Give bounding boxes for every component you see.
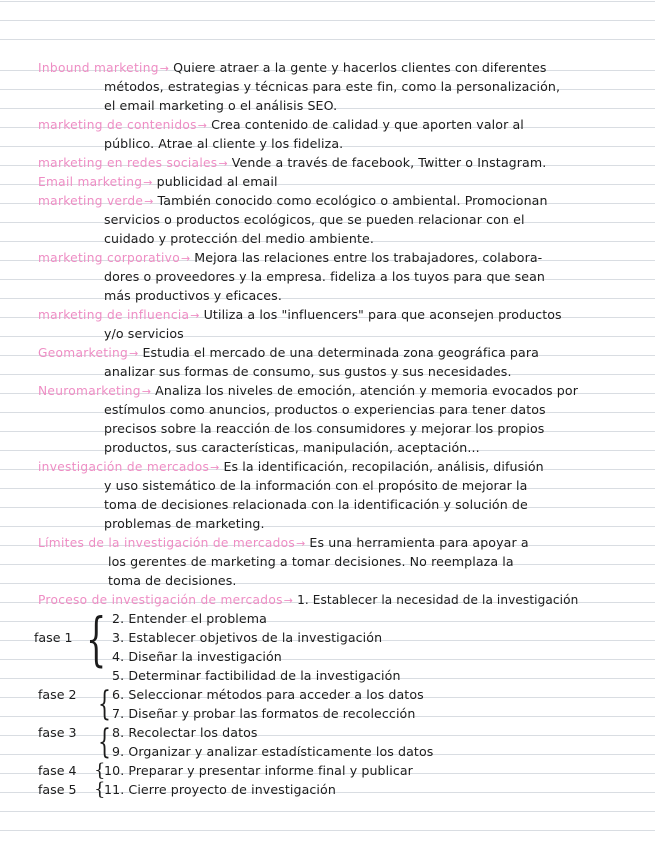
curly-brace-icon: { xyxy=(94,760,106,781)
arrow-icon: → xyxy=(143,176,153,189)
definition-line: y/o servicios xyxy=(104,326,184,341)
entry-line: Neuromarketing→ Analiza los niveles de emoción, atención y memoria evocados por xyxy=(38,383,578,398)
arrow-icon: → xyxy=(283,594,294,607)
definition-line: precisos sobre la reacción de los consumidores y mejorar los propios xyxy=(104,421,545,436)
process-step: 9. Organizar y analizar estadísticamente los datos xyxy=(112,744,434,759)
term-email-marketing: Email marketing xyxy=(38,175,143,189)
definition-line: servicios o productos ecológicos, que se pueden relacionar con el xyxy=(104,212,525,227)
term-marketing-corporativo: marketing corporativo xyxy=(38,251,180,265)
definition-line: y uso sistemático de la información con el propósito de mejorar la xyxy=(104,478,528,493)
process-step: 10. Preparar y presentar informe final y publicar xyxy=(104,763,413,778)
arrow-icon: → xyxy=(218,157,228,170)
entry-line: Proceso de investigación de mercados→ 1. Establecer la necesidad de la investigación xyxy=(38,593,579,607)
definition-line: más productivos y eficaces. xyxy=(104,288,282,303)
phase-label: fase 2 xyxy=(38,687,77,702)
process-step: 2. Entender el problema xyxy=(112,611,267,626)
definition-line: público. Atrae al cliente y los fideliza. xyxy=(104,136,344,151)
curly-brace-icon: { xyxy=(86,605,107,673)
process-step: 8. Recolectar los datos xyxy=(112,725,258,740)
term-marketing-en-redes-sociales: marketing en redes sociales xyxy=(38,156,218,170)
definition-line: problemas de marketing. xyxy=(104,516,265,531)
term-marketing-verde: marketing verde xyxy=(38,194,144,208)
definition-line: toma de decisiones. xyxy=(108,573,237,588)
phase-label: fase 4 xyxy=(38,763,77,778)
arrow-icon: → xyxy=(197,119,208,132)
arrow-icon: → xyxy=(144,195,154,208)
definition-line: toma de decisiones relacionada con la identificación y solución de xyxy=(104,497,528,512)
process-step: 11. Cierre proyecto de investigación xyxy=(104,782,336,797)
process-step: 3. Establecer objetivos de la investigación xyxy=(112,630,383,645)
definition-line: los gerentes de marketing a tomar decisiones. No reemplaza la xyxy=(108,554,514,569)
curly-brace-icon: { xyxy=(98,684,111,724)
arrow-icon: → xyxy=(141,385,152,398)
arrow-icon: → xyxy=(210,461,220,474)
definition-line: analizar sus formas de consumo, sus gustos y sus necesidades. xyxy=(104,364,512,379)
entry-line: marketing de contenidos→ Crea contenido de calidad y que aporten valor al xyxy=(38,117,524,132)
phase-label: fase 5 xyxy=(38,782,77,797)
process-step: 4. Diseñar la investigación xyxy=(112,649,282,664)
term-proceso-investigacion: Proceso de investigación de mercados xyxy=(38,593,283,607)
arrow-icon: → xyxy=(129,347,139,360)
entry-line: marketing verde→ También conocido como ecológico o ambiental. Promocionan xyxy=(38,193,548,208)
entry-line: Inbound marketing→ Quiere atraer a la gente y hacerlos clientes con diferentes xyxy=(38,60,547,75)
term-limites-investigacion: Límites de la investigación de mercados xyxy=(38,536,296,550)
entry-line: Geomarketing→ Estudia el mercado de una determinada zona geográfica para xyxy=(38,345,539,360)
definition-line: dores o proveedores y la empresa. fideliza a los tuyos para que sean xyxy=(104,269,545,284)
entry-line: investigación de mercados→ Es la identificación, recopilación, análisis, difusión xyxy=(38,459,544,474)
definition-line: productos, sus características, manipulación, aceptación... xyxy=(104,440,480,455)
entry-line: marketing en redes sociales→ Vende a través de facebook, Twitter o Instagram. xyxy=(38,155,547,170)
entry-line: Límites de la investigación de mercados→ Es una herramienta para apoyar a xyxy=(38,535,529,550)
entry-line: marketing corporativo→ Mejora las relaciones entre los trabajadores, colabora- xyxy=(38,250,543,265)
process-step: 6. Seleccionar métodos para acceder a los datos xyxy=(112,687,424,702)
curly-brace-icon: { xyxy=(98,722,111,762)
arrow-icon: → xyxy=(296,537,306,550)
definition-line: estímulos como anuncios, productos o experiencias para tener datos xyxy=(104,402,546,417)
definition-line: métodos, estrategias y técnicas para este fin, como la personalización, xyxy=(104,79,561,94)
term-marketing-de-contenidos: marketing de contenidos xyxy=(38,118,197,132)
definition-line: el email marketing o el análisis SEO. xyxy=(104,98,338,113)
term-inbound-marketing: Inbound marketing xyxy=(38,61,159,75)
process-step: 7. Diseñar y probar las formatos de recolección xyxy=(112,706,416,721)
term-geomarketing: Geomarketing xyxy=(38,346,129,360)
phase-label: fase 3 xyxy=(38,725,77,740)
entry-line: marketing de influencia→ Utiliza a los "influencers" para que aconsejen productos xyxy=(38,307,562,322)
arrow-icon: → xyxy=(159,62,170,75)
curly-brace-icon: { xyxy=(94,779,106,800)
definition-line: cuidado y protección del medio ambiente. xyxy=(104,231,374,246)
term-marketing-de-influencia: marketing de influencia xyxy=(38,308,190,322)
arrow-icon: → xyxy=(180,252,191,265)
process-step: 5. Determinar factibilidad de la investigación xyxy=(112,668,401,683)
phase-label: fase 1 xyxy=(34,630,73,645)
arrow-icon: → xyxy=(190,309,200,322)
entry-line: Email marketing→ publicidad al email xyxy=(38,174,278,189)
term-neuromarketing: Neuromarketing xyxy=(38,384,141,398)
term-investigacion-de-mercados: investigación de mercados xyxy=(38,460,210,474)
